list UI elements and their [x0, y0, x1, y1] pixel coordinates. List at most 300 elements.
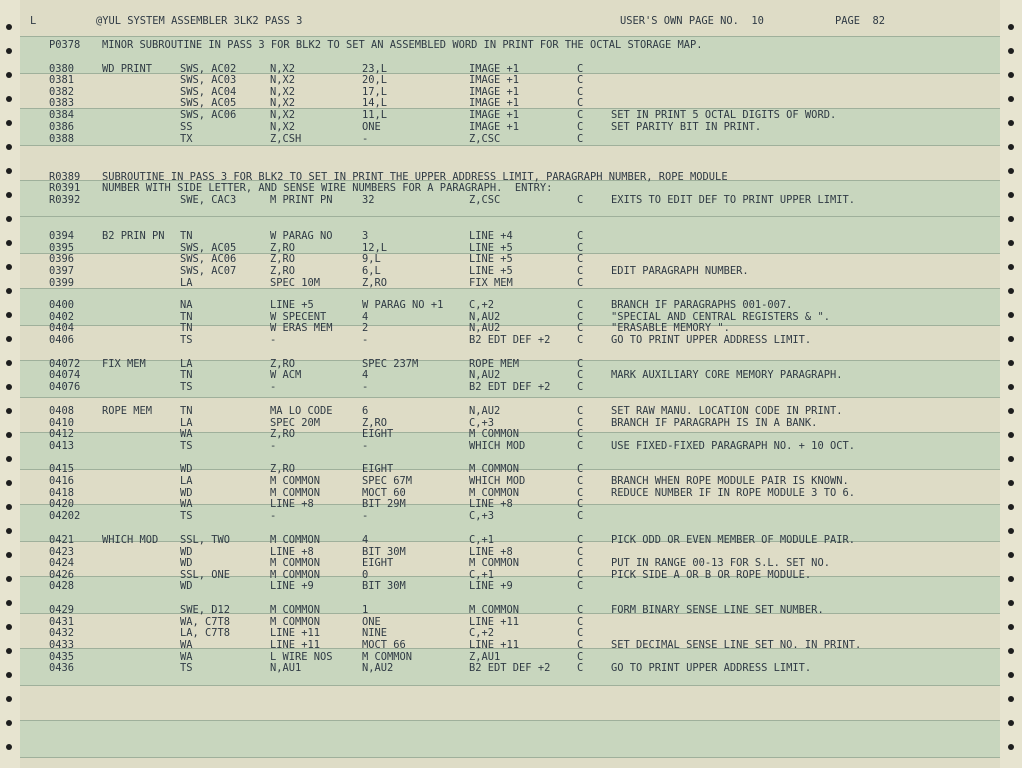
- field-location: R0392: [49, 194, 81, 206]
- field-operand3: B2 EDT DEF +2: [469, 381, 551, 393]
- field-operand3: LINE +5: [469, 253, 513, 265]
- page-header: [20, 15, 1000, 27]
- field-opcode: TN: [180, 405, 193, 417]
- field-opcode: TS: [180, 510, 193, 522]
- field-opcode: LA: [180, 277, 193, 289]
- tractor-hole: [1008, 312, 1014, 318]
- line-text: NUMBER WITH SIDE LETTER, AND SENSE WIRE NUMBERS FOR A PARAGRAPH. ENTRY:: [102, 182, 553, 194]
- field-opcode: SSL, ONE: [180, 569, 231, 581]
- field-operand3: IMAGE +1: [469, 74, 520, 86]
- line-location: P0378: [49, 39, 81, 51]
- field-comment: PICK SIDE A OR B OR ROPE MODULE.: [611, 569, 812, 581]
- field-location: 04072: [49, 358, 81, 370]
- field-location: 0396: [49, 253, 75, 265]
- field-comment: BRANCH IF PARAGRAPHS 001-007.: [611, 299, 793, 311]
- tractor-hole: [6, 744, 12, 750]
- tractor-hole: [6, 720, 12, 726]
- tractor-hole: [6, 144, 12, 150]
- field-location: 0394: [49, 230, 75, 242]
- field-opcode: TS: [180, 440, 193, 452]
- field-comment: MARK AUXILIARY CORE MEMORY PARAGRAPH.: [611, 369, 843, 381]
- field-operand3: C,+3: [469, 417, 495, 429]
- field-operand1: W SPECENT: [270, 311, 327, 323]
- line-text: SUBROUTINE IN PASS 3 FOR BLK2 TO SET IN PRINT THE UPPER ADDRESS LIMIT, PARAGRAPH NUMBER, ROPE MODULE: [102, 171, 728, 183]
- field-operand3: C,+1: [469, 534, 495, 546]
- tractor-hole: [1008, 72, 1014, 78]
- field-location: 0423: [49, 546, 75, 558]
- code-line: [20, 74, 1000, 86]
- field-operand3: WHICH MOD: [469, 475, 526, 487]
- field-opcode: SWE, CAC3: [180, 194, 237, 206]
- field-opcode: WA: [180, 428, 193, 440]
- tractor-hole: [1008, 168, 1014, 174]
- code-line: [20, 299, 1000, 311]
- field-operand2: BIT 30M: [362, 546, 406, 558]
- code-line: [20, 510, 1000, 522]
- field-card-code: C: [577, 311, 584, 323]
- field-card-code: C: [577, 463, 584, 475]
- field-comment: GO TO PRINT UPPER ADDRESS LIMIT.: [611, 334, 812, 346]
- tractor-hole: [6, 312, 12, 318]
- field-operand3: LINE +8: [469, 498, 513, 510]
- field-card-code: C: [577, 97, 584, 109]
- tractor-hole: [6, 432, 12, 438]
- tractor-hole: [1008, 600, 1014, 606]
- tractor-hole: [1008, 432, 1014, 438]
- field-opcode: LA: [180, 475, 193, 487]
- field-operand2: 0: [362, 569, 369, 581]
- field-card-code: C: [577, 440, 584, 452]
- field-operand2: SPEC 237M: [362, 358, 419, 370]
- header-left: L: [30, 15, 37, 27]
- field-location: 0431: [49, 616, 75, 628]
- field-operand1: Z,RO: [270, 265, 296, 277]
- tractor-hole: [1008, 288, 1014, 294]
- field-operand1: SPEC 20M: [270, 417, 321, 429]
- field-card-code: C: [577, 405, 584, 417]
- field-operand1: LINE +11: [270, 627, 321, 639]
- field-card-code: C: [577, 417, 584, 429]
- field-opcode: SWS, AC06: [180, 109, 237, 121]
- field-opcode: WD: [180, 463, 193, 475]
- field-location: 0424: [49, 557, 75, 569]
- field-location: 0435: [49, 651, 75, 663]
- field-comment: BRANCH WHEN ROPE MODULE PAIR IS KNOWN.: [611, 475, 849, 487]
- field-operand1: Z,RO: [270, 428, 296, 440]
- field-operand2: ONE: [362, 616, 381, 628]
- field-operand2: SPEC 67M: [362, 475, 413, 487]
- field-label: FIX MEM: [102, 358, 146, 370]
- field-location: 0408: [49, 405, 75, 417]
- field-location: 0382: [49, 86, 75, 98]
- remark-line: [20, 182, 1000, 194]
- field-operand1: LINE +9: [270, 580, 314, 592]
- field-card-code: C: [577, 242, 584, 254]
- field-comment: PICK ODD OR EVEN MEMBER OF MODULE PAIR.: [611, 534, 855, 546]
- field-card-code: C: [577, 63, 584, 75]
- field-operand1: -: [270, 334, 277, 346]
- field-card-code: C: [577, 334, 584, 346]
- field-operand1: N,AU1: [270, 662, 302, 674]
- tractor-hole: [6, 384, 12, 390]
- field-operand2: BIT 30M: [362, 580, 406, 592]
- tractor-hole: [6, 336, 12, 342]
- field-operand3: N,AU2: [469, 369, 501, 381]
- field-operand3: C,+2: [469, 299, 495, 311]
- field-opcode: WA: [180, 498, 193, 510]
- field-operand1: W ERAS MEM: [270, 322, 333, 334]
- field-operand2: 4: [362, 534, 369, 546]
- code-line: [20, 381, 1000, 393]
- field-card-code: C: [577, 475, 584, 487]
- field-opcode: SWS, AC07: [180, 265, 237, 277]
- tractor-hole: [1008, 624, 1014, 630]
- field-comment: EXITS TO EDIT DEF TO PRINT UPPER LIMIT.: [611, 194, 855, 206]
- field-operand2: EIGHT: [362, 557, 394, 569]
- field-card-code: C: [577, 265, 584, 277]
- field-operand3: IMAGE +1: [469, 86, 520, 98]
- tractor-hole: [6, 528, 12, 534]
- field-opcode: TN: [180, 230, 193, 242]
- field-operand1: W ACM: [270, 369, 302, 381]
- field-operand1: LINE +8: [270, 498, 314, 510]
- field-opcode: TN: [180, 311, 193, 323]
- field-operand3: LINE +9: [469, 580, 513, 592]
- field-operand1: -: [270, 440, 277, 452]
- tractor-hole: [1008, 144, 1014, 150]
- field-opcode: WD: [180, 557, 193, 569]
- field-operand2: 1: [362, 604, 369, 616]
- field-operand3: IMAGE +1: [469, 63, 520, 75]
- field-location: 0436: [49, 662, 75, 674]
- code-line: [20, 109, 1000, 121]
- code-line: [20, 405, 1000, 417]
- field-card-code: C: [577, 510, 584, 522]
- field-label: WD PRINT: [102, 63, 153, 75]
- tractor-hole: [1008, 480, 1014, 486]
- field-location: 04076: [49, 381, 81, 393]
- field-operand3: Z,CSC: [469, 194, 501, 206]
- field-operand1: LINE +5: [270, 299, 314, 311]
- field-operand1: N,X2: [270, 86, 296, 98]
- field-operand1: M COMMON: [270, 534, 321, 546]
- field-operand3: B2 EDT DEF +2: [469, 662, 551, 674]
- field-operand2: 6: [362, 405, 369, 417]
- field-card-code: C: [577, 534, 584, 546]
- field-operand1: N,X2: [270, 109, 296, 121]
- field-operand2: 12,L: [362, 242, 388, 254]
- field-location: 0429: [49, 604, 75, 616]
- field-card-code: C: [577, 546, 584, 558]
- field-operand1: M COMMON: [270, 557, 321, 569]
- field-opcode: SWS, AC04: [180, 86, 237, 98]
- field-operand3: ROPE MEM: [469, 358, 520, 370]
- code-line: [20, 662, 1000, 674]
- field-comment: USE FIXED-FIXED PARAGRAPH NO. + 10 OCT.: [611, 440, 855, 452]
- code-line: [20, 230, 1000, 242]
- field-operand1: L WIRE NOS: [270, 651, 333, 663]
- field-card-code: C: [577, 194, 584, 206]
- code-line: [20, 440, 1000, 452]
- tractor-hole: [1008, 48, 1014, 54]
- field-card-code: C: [577, 74, 584, 86]
- code-line: [20, 428, 1000, 440]
- greenbar-band: [20, 720, 1000, 758]
- field-location: 0418: [49, 487, 75, 499]
- field-comment: EDIT PARAGRAPH NUMBER.: [611, 265, 749, 277]
- field-card-code: C: [577, 381, 584, 393]
- field-operand2: 4: [362, 369, 369, 381]
- field-location: 0380: [49, 63, 75, 75]
- field-operand2: NINE: [362, 627, 388, 639]
- field-operand1: M COMMON: [270, 487, 321, 499]
- code-line: [20, 534, 1000, 546]
- field-operand1: Z,RO: [270, 463, 296, 475]
- field-opcode: SWS, AC02: [180, 63, 237, 75]
- field-operand2: 9,L: [362, 253, 381, 265]
- field-opcode: TX: [180, 133, 193, 145]
- field-location: 0421: [49, 534, 75, 546]
- line-text: MINOR SUBROUTINE IN PASS 3 FOR BLK2 TO SET AN ASSEMBLED WORD IN PRINT FOR THE OCTAL STORAGE MAP.: [102, 39, 703, 51]
- field-operand3: M COMMON: [469, 604, 520, 616]
- tractor-hole: [1008, 336, 1014, 342]
- tractor-hole: [1008, 96, 1014, 102]
- field-operand3: LINE +5: [469, 265, 513, 277]
- field-operand2: BIT 29M: [362, 498, 406, 510]
- line-location: R0391: [49, 182, 81, 194]
- field-opcode: SWS, AC05: [180, 242, 237, 254]
- field-opcode: NA: [180, 299, 193, 311]
- tractor-hole: [1008, 696, 1014, 702]
- field-opcode: WA: [180, 651, 193, 663]
- field-card-code: C: [577, 557, 584, 569]
- tractor-hole: [6, 552, 12, 558]
- field-opcode: TS: [180, 662, 193, 674]
- field-opcode: WA, C7T8: [180, 616, 231, 628]
- tractor-hole: [6, 240, 12, 246]
- field-operand1: M COMMON: [270, 616, 321, 628]
- field-operand2: 14,L: [362, 97, 388, 109]
- field-operand2: MOCT 66: [362, 639, 406, 651]
- code-line: [20, 334, 1000, 346]
- field-location: 0388: [49, 133, 75, 145]
- field-location: 0426: [49, 569, 75, 581]
- field-location: 0384: [49, 109, 75, 121]
- field-location: 0400: [49, 299, 75, 311]
- field-operand3: N,AU2: [469, 405, 501, 417]
- header-own-page: USER'S OWN PAGE NO. 10: [620, 15, 764, 27]
- tractor-hole: [6, 600, 12, 606]
- field-card-code: C: [577, 651, 584, 663]
- field-operand2: MOCT 60: [362, 487, 406, 499]
- field-operand2: 11,L: [362, 109, 388, 121]
- tractor-hole: [1008, 384, 1014, 390]
- field-operand2: 6,L: [362, 265, 381, 277]
- tractor-hole: [6, 72, 12, 78]
- field-operand2: 20,L: [362, 74, 388, 86]
- field-comment: BRANCH IF PARAGRAPH IS IN A BANK.: [611, 417, 818, 429]
- field-operand1: Z,CSH: [270, 133, 302, 145]
- tractor-hole: [6, 48, 12, 54]
- code-line: [20, 194, 1000, 206]
- field-operand3: IMAGE +1: [469, 121, 520, 133]
- tractor-hole: [6, 408, 12, 414]
- tractor-hole: [6, 696, 12, 702]
- tractor-hole: [6, 216, 12, 222]
- field-operand1: SPEC 10M: [270, 277, 321, 289]
- tractor-hole: [1008, 504, 1014, 510]
- tractor-hole: [1008, 576, 1014, 582]
- tractor-hole: [6, 24, 12, 30]
- code-line: [20, 97, 1000, 109]
- field-operand1: LINE +11: [270, 639, 321, 651]
- tractor-hole: [1008, 672, 1014, 678]
- field-card-code: C: [577, 230, 584, 242]
- field-card-code: C: [577, 604, 584, 616]
- tractor-hole: [6, 456, 12, 462]
- field-operand2: EIGHT: [362, 463, 394, 475]
- field-operand1: M COMMON: [270, 475, 321, 487]
- field-operand3: WHICH MOD: [469, 440, 526, 452]
- field-operand3: C,+1: [469, 569, 495, 581]
- field-card-code: C: [577, 358, 584, 370]
- field-location: 0412: [49, 428, 75, 440]
- field-operand3: B2 EDT DEF +2: [469, 334, 551, 346]
- field-location: 0386: [49, 121, 75, 133]
- field-operand2: 2: [362, 322, 369, 334]
- field-operand3: M COMMON: [469, 557, 520, 569]
- field-location: 0397: [49, 265, 75, 277]
- field-location: 04074: [49, 369, 81, 381]
- field-operand2: -: [362, 510, 369, 522]
- field-operand2: EIGHT: [362, 428, 394, 440]
- field-operand1: M COMMON: [270, 569, 321, 581]
- tractor-hole: [1008, 216, 1014, 222]
- field-location: 0404: [49, 322, 75, 334]
- field-operand1: M COMMON: [270, 604, 321, 616]
- code-line: [20, 627, 1000, 639]
- field-operand3: LINE +11: [469, 639, 520, 651]
- field-card-code: C: [577, 639, 584, 651]
- tractor-hole: [1008, 264, 1014, 270]
- field-opcode: WA: [180, 639, 193, 651]
- field-operand2: W PARAG NO +1: [362, 299, 444, 311]
- field-opcode: SSL, TWO: [180, 534, 231, 546]
- field-opcode: SWE, D12: [180, 604, 231, 616]
- field-operand1: N,X2: [270, 97, 296, 109]
- code-line: [20, 369, 1000, 381]
- field-card-code: C: [577, 322, 584, 334]
- field-operand2: ONE: [362, 121, 381, 133]
- field-operand3: Z,CSC: [469, 133, 501, 145]
- field-opcode: LA, C7T8: [180, 627, 231, 639]
- field-operand3: M COMMON: [469, 428, 520, 440]
- field-card-code: C: [577, 277, 584, 289]
- code-line: [20, 265, 1000, 277]
- code-line: [20, 133, 1000, 145]
- listing-sheet: [20, 0, 1000, 768]
- tractor-hole: [1008, 192, 1014, 198]
- tractor-hole: [1008, 744, 1014, 750]
- field-comment: GO TO PRINT UPPER ADDRESS LIMIT.: [611, 662, 812, 674]
- field-card-code: C: [577, 109, 584, 121]
- code-line: [20, 277, 1000, 289]
- code-line: [20, 580, 1000, 592]
- field-opcode: TS: [180, 381, 193, 393]
- tractor-hole: [6, 504, 12, 510]
- field-operand3: M COMMON: [469, 487, 520, 499]
- tractor-hole: [6, 576, 12, 582]
- field-operand3: M COMMON: [469, 463, 520, 475]
- field-operand3: N,AU2: [469, 322, 501, 334]
- field-operand3: C,+3: [469, 510, 495, 522]
- tractor-hole: [6, 96, 12, 102]
- field-opcode: TS: [180, 334, 193, 346]
- field-opcode: WD: [180, 487, 193, 499]
- field-location: 0410: [49, 417, 75, 429]
- field-operand2: M COMMON: [362, 651, 413, 663]
- code-line: [20, 322, 1000, 334]
- tractor-hole: [6, 624, 12, 630]
- field-card-code: C: [577, 133, 584, 145]
- field-operand1: -: [270, 381, 277, 393]
- field-comment: SET PARITY BIT IN PRINT.: [611, 121, 762, 133]
- field-comment: FORM BINARY SENSE LINE SET NUMBER.: [611, 604, 824, 616]
- field-location: 04202: [49, 510, 81, 522]
- tractor-hole: [6, 168, 12, 174]
- field-card-code: C: [577, 487, 584, 499]
- field-card-code: C: [577, 121, 584, 133]
- field-location: 0433: [49, 639, 75, 651]
- field-card-code: C: [577, 580, 584, 592]
- tractor-hole: [1008, 456, 1014, 462]
- field-operand2: -: [362, 381, 369, 393]
- field-opcode: WD: [180, 546, 193, 558]
- field-opcode: LA: [180, 358, 193, 370]
- field-location: 0420: [49, 498, 75, 510]
- field-operand1: Z,RO: [270, 253, 296, 265]
- field-opcode: LA: [180, 417, 193, 429]
- field-location: 0432: [49, 627, 75, 639]
- field-operand3: FIX MEM: [469, 277, 513, 289]
- intro-line: [20, 39, 1000, 51]
- field-location: 0416: [49, 475, 75, 487]
- field-location: 0381: [49, 74, 75, 86]
- tractor-hole: [6, 288, 12, 294]
- field-card-code: C: [577, 86, 584, 98]
- field-card-code: C: [577, 569, 584, 581]
- field-card-code: C: [577, 662, 584, 674]
- field-operand3: N,AU2: [469, 311, 501, 323]
- field-operand3: C,+2: [469, 627, 495, 639]
- field-operand2: N,AU2: [362, 662, 394, 674]
- field-opcode: SWS, AC05: [180, 97, 237, 109]
- tractor-hole: [1008, 24, 1014, 30]
- field-operand1: W PARAG NO: [270, 230, 333, 242]
- field-opcode: WD: [180, 580, 193, 592]
- tractor-hole: [6, 120, 12, 126]
- field-location: 0413: [49, 440, 75, 452]
- field-operand3: LINE +11: [469, 616, 520, 628]
- field-location: 0395: [49, 242, 75, 254]
- header-title: @YUL SYSTEM ASSEMBLER 3LK2 PASS 3: [96, 15, 303, 27]
- code-line: [20, 121, 1000, 133]
- field-card-code: C: [577, 428, 584, 440]
- field-operand2: -: [362, 334, 369, 346]
- field-operand2: 23,L: [362, 63, 388, 75]
- field-opcode: SWS, AC03: [180, 74, 237, 86]
- field-label: WHICH MOD: [102, 534, 159, 546]
